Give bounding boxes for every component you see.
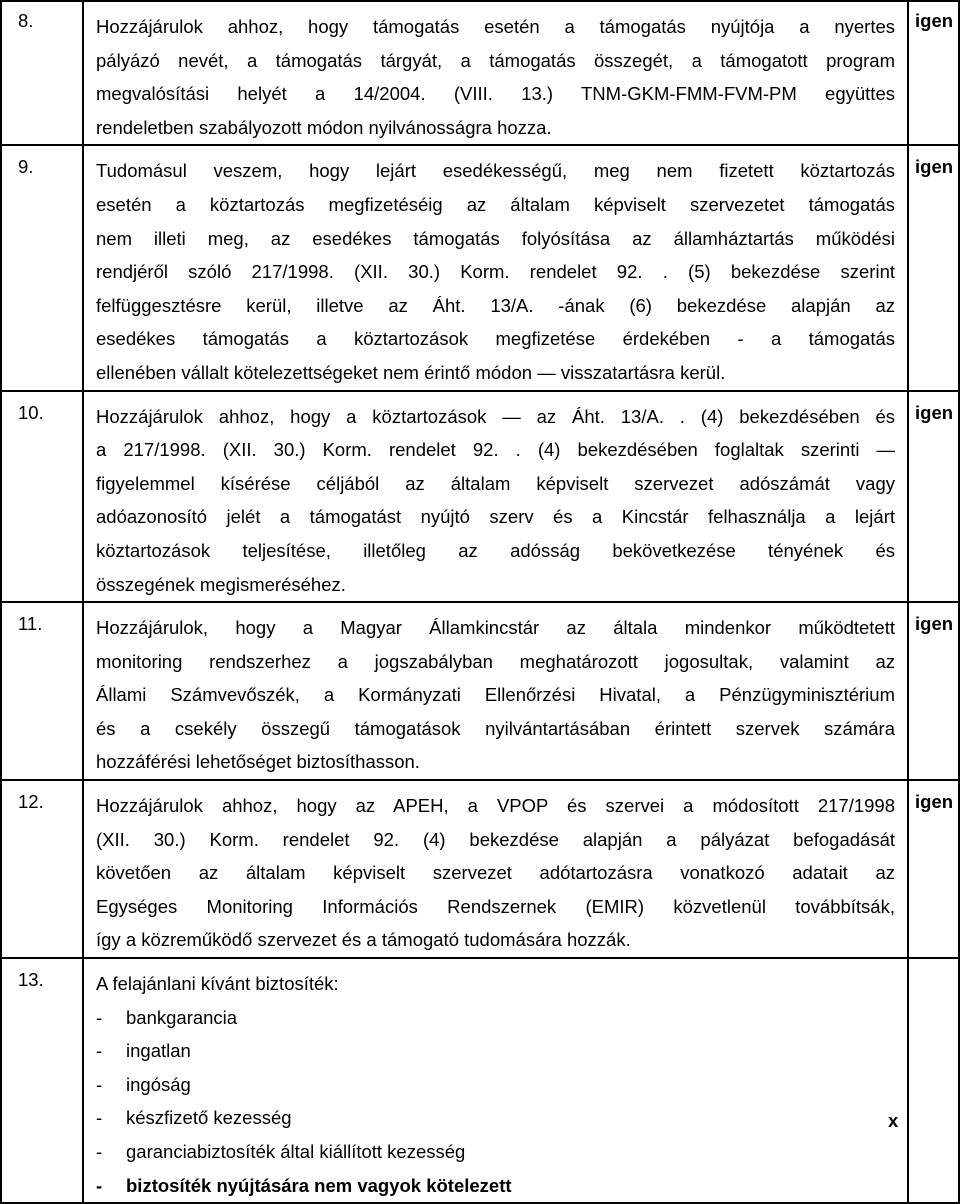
option-label: ingóság [126,1073,191,1095]
row-number: 9. [1,145,83,390]
row-text [83,145,908,390]
dash: - [96,1040,103,1062]
row-text [83,780,908,958]
collateral-intro: A felajánlani kívánt biztosíték: [96,973,339,995]
row-text [83,958,908,1203]
row-number: 12. [1,780,83,958]
table-row [1,1,959,145]
text-line: felfüggesztésre kerül, illetve az Áht. 13/A. -ának (6) bekezdése alapján az [96,294,895,316]
text-line: Hozzájárulok, hogy a Magyar Államkincstár az általa mindenkor működtetett [96,617,895,639]
option-label: készfizető kezesség [126,1107,292,1129]
row-number: 13. [1,958,83,1203]
selected-mark: x [888,1110,899,1131]
dash: - [96,1107,103,1129]
option-label: biztosíték nyújtására nem vagyok kötelezett [126,1174,512,1196]
row-text [83,1,908,145]
answer-cell: igen [908,602,959,780]
text-line: nem illeti meg, az esedékes támogatás folyósítása az államháztartás működési [96,227,895,249]
collateral-option [96,1001,895,1035]
table-row [1,391,959,603]
answer-cell: igen [908,780,959,958]
text-line: esetén a köztartozás megfizetéséig az általam képviselt szervezetet támogatás [96,193,895,215]
option-label: garanciabiztosíték által kiállított kezesség [126,1141,466,1162]
collateral-option [96,1034,895,1068]
text-line: Hozzájárulok ahhoz, hogy az APEH, a VPOP és szervei a módosított 217/1998 [96,795,895,817]
text-line: ellenében vállalt kötelezettségeket nem érintő módon — visszatartásra kerül. [96,361,726,383]
text-line: pályázó nevét, a támogatás tárgyát, a támogatás összegét, a támogatott program [96,49,895,71]
row-number: 10. [1,391,83,603]
text-line: hozzáférési lehetőséget biztosíthasson. [96,751,420,773]
row-text [83,391,908,603]
answer-cell: igen [908,391,959,603]
text-line: figyelemmel kísérése céljából az általam képviselt szervezet adószámát vagy [96,472,895,494]
table-row [1,145,959,390]
text-line: adóazonosító jelét a támogatást nyújtó szerv és a Kincstár felhasználja a lejárt [96,506,895,528]
text-line: így a közreműködő szervezet és a támogató tudomására hozzák. [96,929,631,951]
text-line: rendeletben szabályozott módon nyilvánosságra hozza. [96,116,552,138]
row-number: 8. [1,1,83,145]
row-text [83,602,908,780]
text-line: rendjéről szóló 217/1998. (XII. 30.) Korm. rendelet 92. . (5) bekezdése szerint [96,261,895,283]
text-line: összegének megismeréséhez. [96,573,346,595]
text-line: Állami Számvevőszék, a Kormányzati Ellenőrzési Hivatal, a Pénzügyminisztérium [96,684,895,706]
dash: - [96,1073,103,1095]
answer-cell [908,958,959,1203]
dash: - [96,1141,103,1162]
text-line: követően az általam képviselt szervezet adótartozásra vonatkozó adatait az [96,862,895,884]
text-line: Hozzájárulok ahhoz, hogy támogatás esetén a támogatás nyújtója a nyertes [96,16,895,37]
option-label: bankgarancia [126,1006,238,1028]
table-row [1,958,959,1203]
text-line: megvalósítási helyét a 14/2004. (VIII. 13.) TNM-GKM-FMM-FVM-PM együttes [96,83,895,105]
text-line: Hozzájárulok ahhoz, hogy a köztartozások — az Áht. 13/A. . (4) bekezdésében és [96,405,895,427]
text-line: esedékes támogatás a köztartozások megfizetése érdekében - a támogatás [96,328,895,350]
table-row [1,780,959,958]
answer-cell: igen [908,1,959,145]
text-line: köztartozások teljesítése, illetőleg az adósság bekövetkezése tényének és [96,539,895,561]
collateral-option [96,1068,895,1102]
collateral-option [96,1101,895,1135]
text-line: (XII. 30.) Korm. rendelet 92. (4) bekezdése alapján a pályázat befogadását [96,828,895,850]
text-line: és a csekély összegű támogatások nyilvántartásában érintett szervek számára [96,717,895,739]
text-line: a 217/1998. (XII. 30.) Korm. rendelet 92. . (4) bekezdésében foglaltak szerinti — [96,439,895,461]
collateral-option [96,1135,895,1169]
dash: - [96,1174,103,1196]
dash: - [96,1006,103,1028]
text-line: Tudomásul veszem, hogy lejárt esedékességű, meg nem fizetett köztartozás [96,160,895,182]
option-label: ingatlan [126,1040,191,1062]
answer-cell: igen [908,145,959,390]
row-number: 11. [1,602,83,780]
collateral-option-selected [96,1169,895,1203]
text-line: Egységes Monitoring Információs Rendszernek (EMIR) közvetlenül továbbítsák, [96,895,895,917]
text-line: monitoring rendszerhez a jogszabályban meghatározott jogosultak, valamint az [96,650,895,672]
table-row [1,602,959,780]
